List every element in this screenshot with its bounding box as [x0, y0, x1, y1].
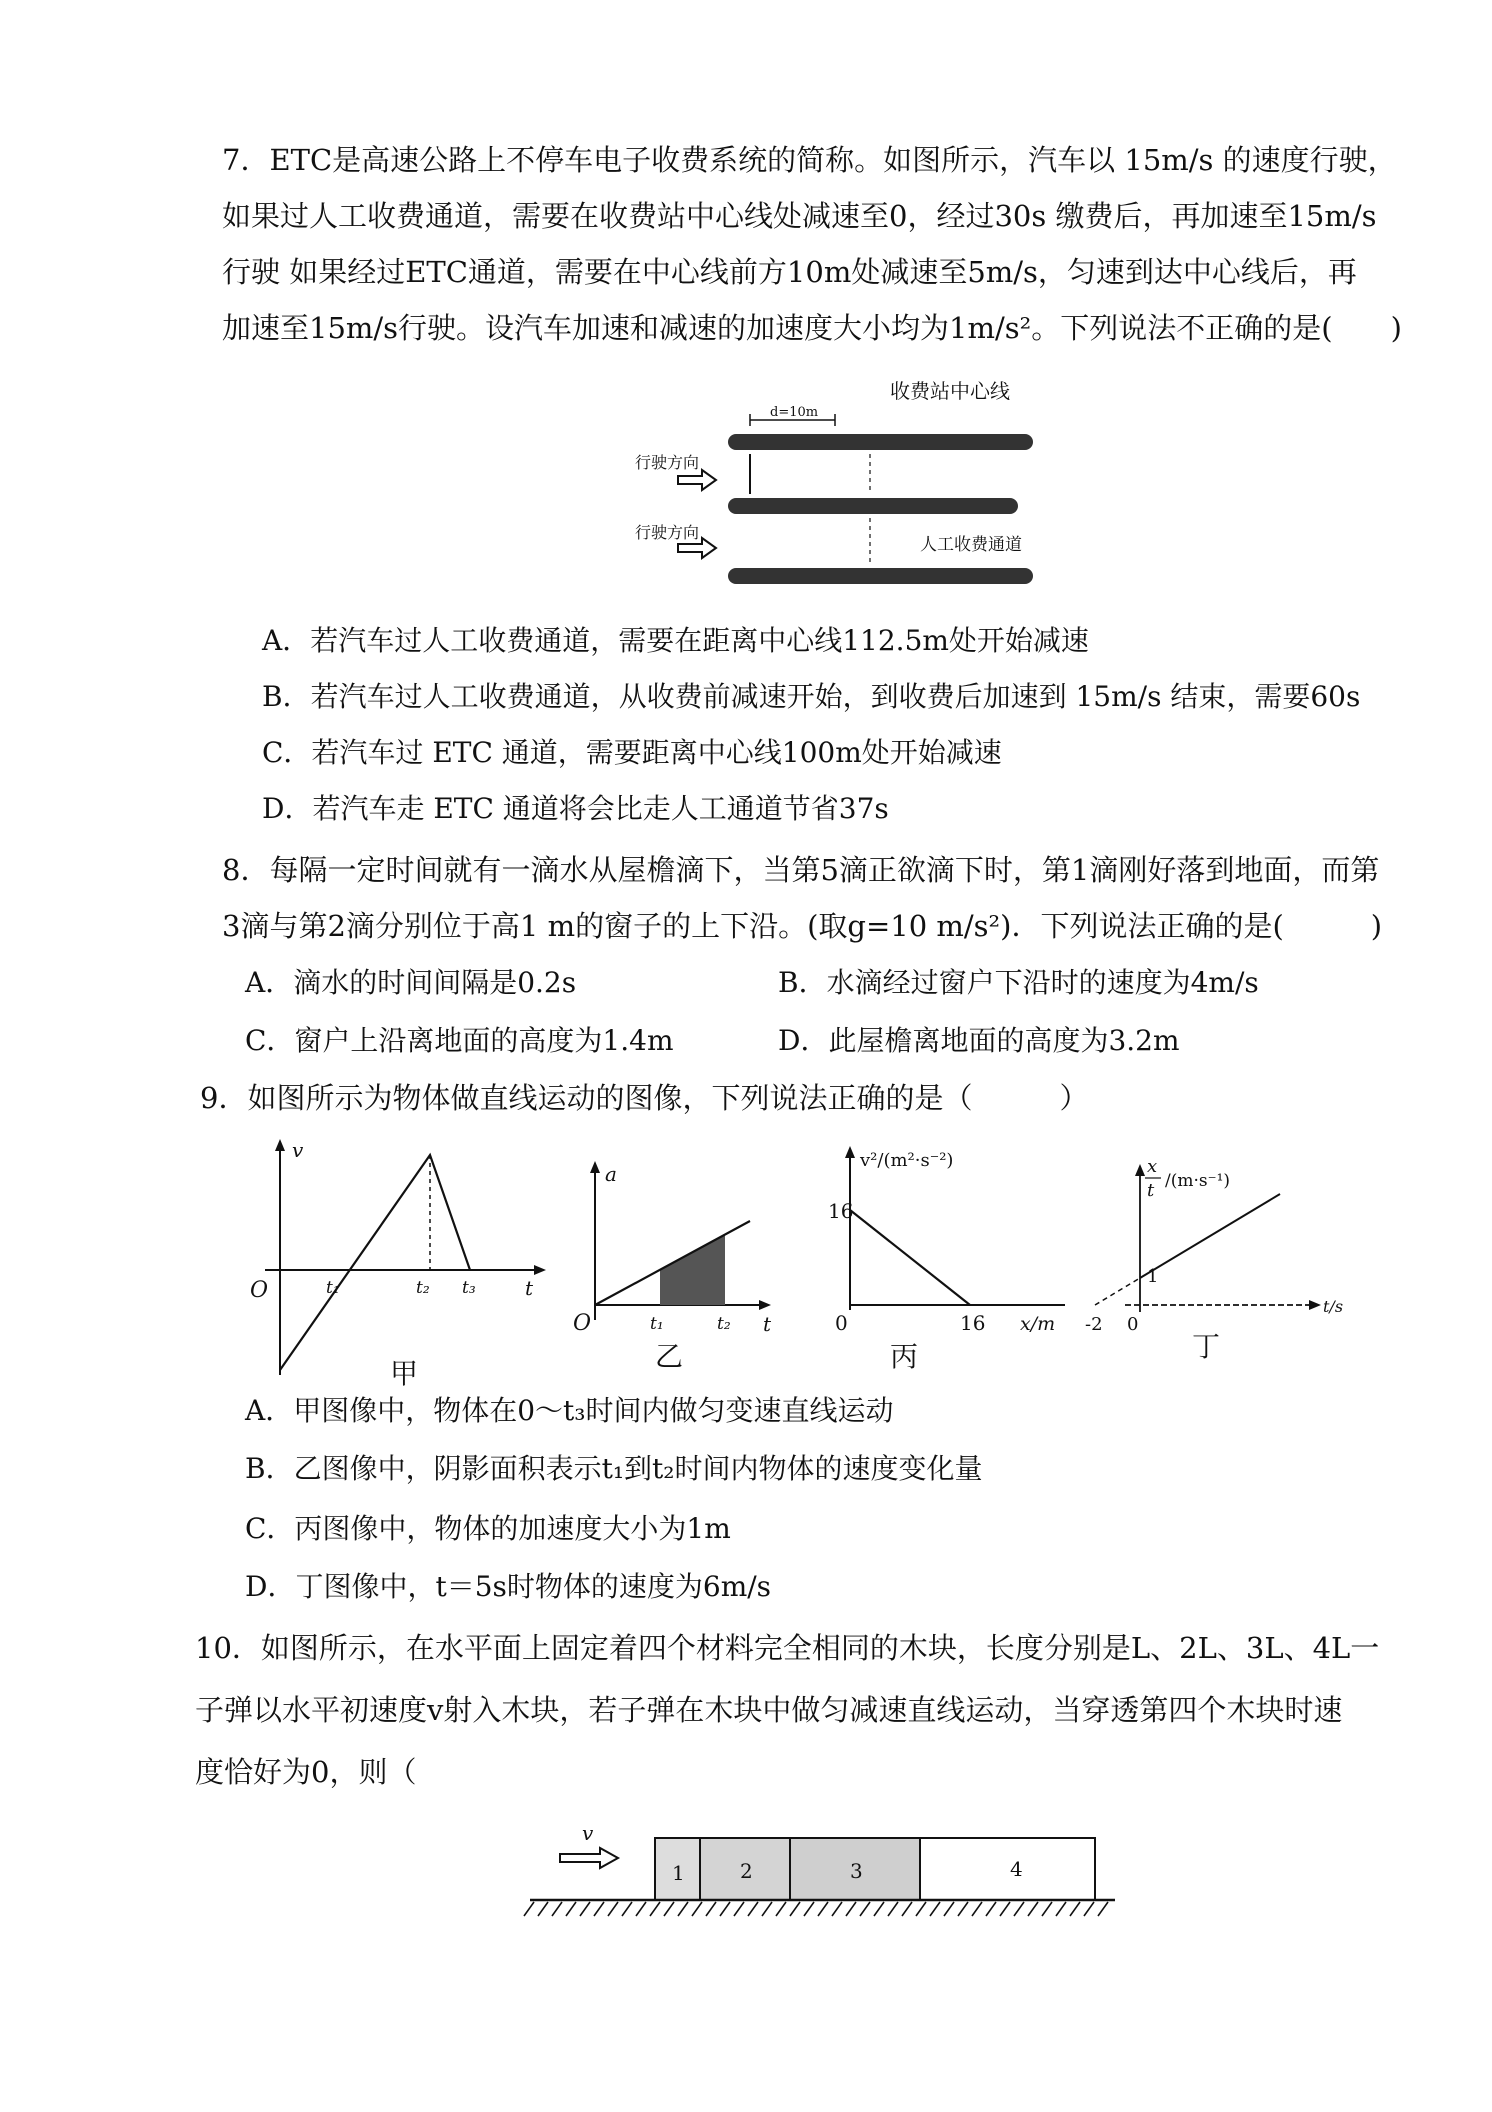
direction-arrow-icon: [678, 470, 716, 490]
hatch-mark: [986, 1902, 996, 1916]
q9-option-c: C．丙图像中，物体的加速度大小为1m: [245, 1512, 731, 1545]
hatch-mark: [580, 1902, 590, 1916]
q7-line-3: 行驶 如果经过ETC通道，需要在中心线前方10m处减速至5m/s，匀速到达中心线后，再: [222, 255, 1357, 289]
q9-option-d: D．丁图像中，t＝5s时物体的速度为6m/s: [245, 1570, 772, 1603]
hatch-mark: [790, 1902, 800, 1916]
center-line-label: 收费站中心线: [890, 379, 1010, 403]
hatch-mark: [818, 1902, 828, 1916]
hatch-mark: [636, 1902, 646, 1916]
x-minus2-label: -2: [1085, 1314, 1103, 1335]
x-16-label: 16: [960, 1311, 986, 1335]
shaded-area: [660, 1235, 725, 1305]
hatch-mark: [776, 1902, 786, 1916]
hatch-mark: [804, 1902, 814, 1916]
lane-divider-bottom: [728, 568, 1033, 584]
hatch-mark: [678, 1902, 688, 1916]
y-label-x: x: [1147, 1156, 1158, 1177]
x-over-t-line: [1140, 1194, 1280, 1278]
distance-label: d=10m: [770, 405, 819, 420]
origin-label: 0: [835, 1311, 848, 1335]
t1-label: t₁: [650, 1314, 664, 1334]
q8-line-2: 3滴与第2滴分别位于高1 m的窗子的上下沿。(取g=10 m/s²)．下列说法正确的是( ): [222, 909, 1383, 943]
q10-line-3: 度恰好为0，则（: [195, 1755, 417, 1789]
q8-option-c: C．窗户上沿离地面的高度为1.4m: [245, 1024, 674, 1057]
q9-graph-ding: [1075, 1140, 1355, 1335]
q9-line: 9．如图所示为物体做直线运动的图像，下列说法正确的是（ ）: [200, 1081, 1089, 1115]
t3-label: t₃: [462, 1278, 476, 1298]
hatch-mark: [930, 1902, 940, 1916]
y-16-label: 16: [828, 1199, 854, 1223]
x-axis-label: t/s: [1323, 1297, 1344, 1316]
manual-direction-label: 行驶方向: [635, 523, 700, 542]
hatch-mark: [734, 1902, 744, 1916]
caption-ding: 丁: [1192, 1330, 1221, 1363]
hatch-mark: [916, 1902, 926, 1916]
hatch-mark: [958, 1902, 968, 1916]
q8-line-1: 8．每隔一定时间就有一滴水从屋檐滴下，当第5滴正欲滴下时，第1滴刚好落到地面，而第: [222, 853, 1380, 887]
hatch-mark: [720, 1902, 730, 1916]
hatch-mark: [1098, 1902, 1108, 1916]
q7-option-a: A．若汽车过人工收费通道，需要在距离中心线112.5m处开始减速: [262, 624, 1089, 657]
hatch-mark: [594, 1902, 604, 1916]
q10-line-1: 10．如图所示，在水平面上固定着四个材料完全相同的木块，长度分别是L、2L、3L、4L一: [195, 1631, 1380, 1665]
hatch-mark: [846, 1902, 856, 1916]
lane-divider-top: [728, 434, 1033, 450]
hatch-mark: [538, 1902, 548, 1916]
origin-label: 0: [1127, 1314, 1139, 1335]
y-unit-label: /(m·s⁻¹): [1165, 1171, 1231, 1191]
q7-line-2: 如果过人工收费通道，需要在收费站中心线处减速至0，经过30s 缴费后，再加速至15m/s: [222, 199, 1377, 233]
caption-bing: 丙: [890, 1340, 919, 1373]
q7-line-1: 7．ETC是高速公路上不停车电子收费系统的简称。如图所示，汽车以 15m/s 的速度行驶，: [222, 143, 1397, 177]
velocity-line: [280, 1155, 470, 1370]
q7-option-d: D．若汽车走 ETC 通道将会比走人工通道节省37s: [262, 792, 889, 825]
ground-hatching: [524, 1902, 1108, 1916]
hatch-mark: [608, 1902, 618, 1916]
x-axis-label: x/m: [1020, 1313, 1056, 1335]
origin-label: O: [573, 1311, 592, 1335]
hatch-mark: [888, 1902, 898, 1916]
hatch-mark: [944, 1902, 954, 1916]
q7-option-c: C．若汽车过 ETC 通道，需要距离中心线100m处开始减速: [262, 736, 1002, 769]
q8-option-b: B．水滴经过窗户下沿时的速度为4m/s: [778, 966, 1259, 999]
a-axis-label: a: [605, 1162, 617, 1186]
t2-label: t₂: [717, 1314, 731, 1334]
y-label-t: t: [1147, 1180, 1155, 1201]
t1-label: t₁: [326, 1278, 340, 1298]
t-axis-label: t: [763, 1312, 772, 1335]
block-3-label: 3: [850, 1859, 863, 1883]
etc-direction-label: 行驶方向: [635, 453, 700, 472]
hatch-mark: [1070, 1902, 1080, 1916]
q9-option-a: A．甲图像中，物体在0～t₃时间内做匀变速直线运动: [245, 1394, 894, 1427]
hatch-mark: [874, 1902, 884, 1916]
t2-label: t₂: [416, 1278, 430, 1298]
q7-etc-figure: [620, 370, 1050, 595]
lane-divider-middle: [728, 498, 1018, 514]
hatch-mark: [832, 1902, 842, 1916]
caption-jia: 甲: [390, 1357, 419, 1390]
bullet-arrow-icon: [560, 1848, 618, 1868]
q9-option-b: B．乙图像中，阴影面积表示t₁到t₂时间内物体的速度变化量: [245, 1452, 983, 1485]
v-axis-label: v: [292, 1138, 304, 1162]
q7-line-4: 加速至15m/s行驶。设汽车加速和减速的加速度大小均为1m/s²。下列说法不正确的是( ): [222, 311, 1402, 345]
hatch-mark: [692, 1902, 702, 1916]
q9-graph-yi: [565, 1155, 780, 1335]
q8-option-d: D．此屋檐离地面的高度为3.2m: [778, 1024, 1180, 1057]
q8-option-a: A．滴水的时间间隔是0.2s: [245, 966, 577, 999]
hatch-mark: [650, 1902, 660, 1916]
hatch-mark: [622, 1902, 632, 1916]
v-squared-line: [850, 1210, 970, 1305]
t-axis-label: t: [525, 1276, 534, 1300]
q10-blocks-figure: [520, 1818, 1120, 1928]
hatch-mark: [706, 1902, 716, 1916]
block-4: [920, 1838, 1095, 1900]
q9-graph-bing: [820, 1140, 1070, 1335]
hatch-mark: [1028, 1902, 1038, 1916]
q7-option-b: B．若汽车过人工收费通道，从收费前减速开始，到收费后加速到 15m/s 结束，需要60s: [262, 680, 1361, 713]
hatch-mark: [664, 1902, 674, 1916]
y-axis-label: v²/(m²·s⁻²): [860, 1150, 954, 1171]
hatch-mark: [1084, 1902, 1094, 1916]
manual-lane-label: 人工收费通道: [920, 535, 1022, 555]
q10-line-2: 子弹以水平初速度v射入木块，若子弹在木块中做匀减速直线运动，当穿透第四个木块时速: [195, 1693, 1343, 1727]
hatch-mark: [1014, 1902, 1024, 1916]
hatch-mark: [748, 1902, 758, 1916]
hatch-mark: [902, 1902, 912, 1916]
hatch-mark: [552, 1902, 562, 1916]
hatch-mark: [1056, 1902, 1066, 1916]
hatch-mark: [566, 1902, 576, 1916]
hatch-mark: [972, 1902, 982, 1916]
hatch-mark: [762, 1902, 772, 1916]
block-4-label: 4: [1010, 1857, 1023, 1881]
hatch-mark: [860, 1902, 870, 1916]
hatch-mark: [1042, 1902, 1052, 1916]
origin-label: O: [250, 1278, 269, 1303]
caption-yi: 乙: [655, 1340, 684, 1373]
y-1-label: 1: [1147, 1266, 1159, 1287]
velocity-label: v: [582, 1821, 594, 1845]
hatch-mark: [1000, 1902, 1010, 1916]
block-2-label: 2: [740, 1859, 753, 1883]
block-1-label: 1: [672, 1861, 685, 1885]
hatch-mark: [524, 1902, 534, 1916]
